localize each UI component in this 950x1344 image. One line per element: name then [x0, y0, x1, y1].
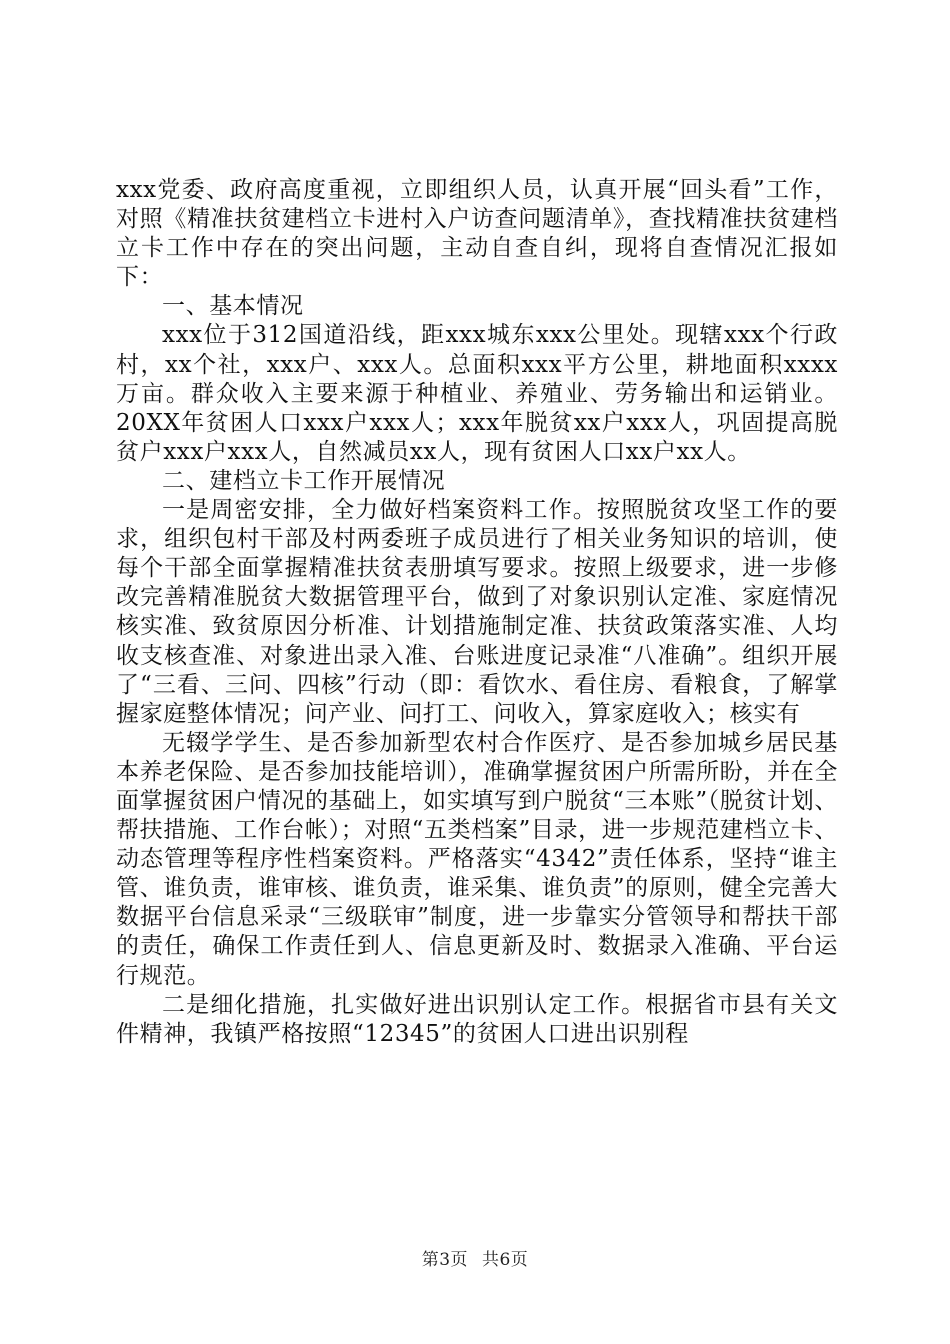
page-footer	[0, 1245, 950, 1270]
page-total: 共6页	[481, 1250, 529, 1270]
basic-info-paragraph: xxx位于312国道沿线，距xxx城东xxx公里处。现辖xxx个行政村，xx个社，xxx户、xxx人。总面积xxx平方公里，耕地面积xxxx万亩。群众收入主要来源于种植业、养殖业、劳务输出和运销业。20XX年贫困人口xxx户xxx人；xxx年脱贫xx户xxx人，巩固提高脱贫户xxx户xxx人，自然减员xx人，现有贫困人口xx户xx人。	[116, 322, 838, 465]
intro-paragraph: xxx党委、政府高度重视，立即组织人员，认真开展“回头看”工作，对照《精准扶贫建档立卡进村入户访查问题清单》，查找精准扶贫建档立卡工作中存在的突出问题，主动自查自纠，现将自查情况汇报如下：	[116, 177, 838, 291]
page-number: 第3页	[421, 1250, 469, 1270]
identification-paragraph: 二是细化措施，扎实做好进出识别认定工作。根据省市县有关文件精神，我镇严格按照“12345”的贫困人口进出识别程	[116, 991, 838, 1047]
section-heading-archive-work: 二、建档立卡工作开展情况	[162, 467, 446, 494]
archive-work-paragraph-2: 无辍学学生、是否参加新型农村合作医疗、是否参加城乡居民基本养老保险、是否参加技能培训），准确掌握贫困户所需所盼，并在全面掌握贫困户情况的基础上，如实填写到户脱贫“三本账”（脱贫计划、帮扶措施、工作台帐）；对照“五类档案”目录，进一步规范建档立卡、动态管理等程序性档案资料。严格落实“4342”责任体系，坚持“谁主管、谁负责，谁审核、谁负责，谁采集、谁负责”的原则，健全完善大数据平台信息采录“三级联审”制度，进一步靠实分管领导和帮扶干部的责任，确保工作责任到人、信息更新及时、数据录入准确、平台运行规范。	[116, 729, 838, 989]
document-body	[116, 176, 838, 1049]
archive-work-paragraph-1: 一是周密安排，全力做好档案资料工作。按照脱贫攻坚工作的要求，组织包村干部及村两委班子成员进行了相关业务知识的培训，使每个干部全面掌握精准扶贫表册填写要求。按照上级要求，进一步修改完善精准脱贫大数据管理平台，做到了对象识别认定准、家庭情况核实准、致贫原因分析准、计划措施制定准、扶贫政策落实准、人均收支核查准、对象进出录入准、台账进度记录准“八准确”。组织开展了“三看、三问、四核”行动（即：看饮水、看住房、看粮食，了解掌握家庭整体情况；问产业、问打工、问收入，算家庭收入；核实有	[116, 497, 838, 727]
section-heading-basic-info: 一、基本情况	[162, 293, 304, 320]
